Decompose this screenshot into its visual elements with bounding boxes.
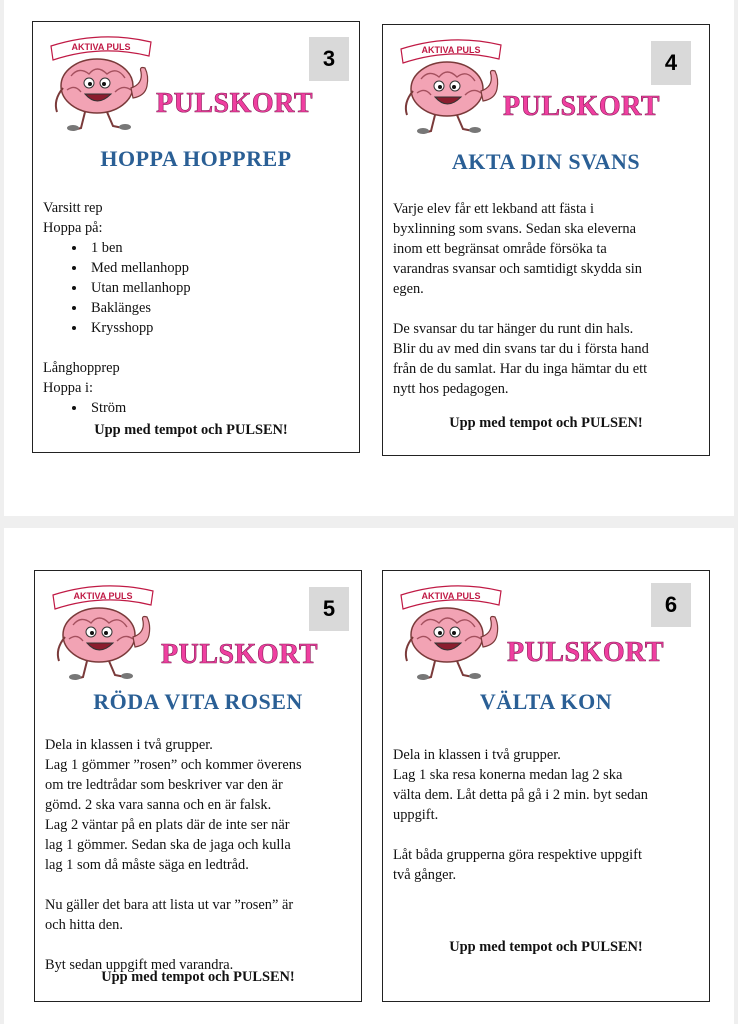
list-item: • Baklänges: [87, 298, 351, 318]
card-number: 3: [309, 37, 349, 81]
brain-mascot-logo: [395, 31, 507, 135]
list-item: • Krysshopp: [87, 318, 351, 338]
game-title: VÄLTA KON: [479, 689, 613, 714]
brain-mascot-logo: [395, 577, 507, 681]
pulskort-header: PULSKORT: [503, 91, 661, 122]
list-item: • 1 ben: [87, 238, 351, 258]
card-body: [45, 735, 353, 975]
bullet-list: [43, 238, 351, 338]
logo-text: AKTIVA PULS: [421, 45, 481, 55]
card-footer: Upp med tempot och PULSEN!: [449, 939, 643, 955]
text-line: Långhopprep: [43, 360, 120, 376]
card-body: [393, 199, 701, 399]
card-footer: Upp med tempot och PULSEN!: [94, 422, 288, 438]
game-title: AKTA DIN SVANS: [451, 149, 641, 174]
card-body: [43, 198, 351, 418]
pulskort-header: PULSKORT: [161, 639, 319, 670]
pulskort-header: PULSKORT: [507, 637, 665, 668]
card-hoppa-hopprep: [32, 21, 360, 453]
card-akta-din-svans: [382, 24, 710, 456]
paragraph: Låt båda grupperna göra respektive uppgift två gånger.: [393, 847, 642, 883]
card-number: 5: [309, 587, 349, 631]
list-item: • Med mellanhopp: [87, 258, 351, 278]
page-sheet-top: [4, 0, 734, 516]
text-line: Hoppa i:: [43, 380, 93, 396]
card-footer: Upp med tempot och PULSEN!: [101, 969, 295, 985]
game-title: HOPPA HOPPREP: [100, 146, 292, 171]
page-sheet-bottom: [4, 528, 734, 1024]
card-body: [393, 745, 701, 885]
game-title: RÖDA VITA ROSEN: [93, 689, 303, 714]
list-item: • Utan mellanhopp: [87, 278, 351, 298]
paragraph: Varje elev får ett lekband att fästa i byxlinning som svans. Sedan ska eleverna inom ett begränsat område försöka ta varandras svansar och samtidigt skydda sin egen.: [393, 201, 642, 297]
card-number: 6: [651, 583, 691, 627]
pulskort-header: PULSKORT: [156, 88, 314, 119]
card-footer: Upp med tempot och PULSEN!: [449, 415, 643, 431]
logo-text: AKTIVA PULS: [71, 42, 131, 52]
paragraph: Nu gäller det bara att lista ut var ”rosen” är och hitta den.: [45, 897, 294, 933]
paragraph: Byt sedan uppgift med varandra.: [45, 957, 234, 973]
paragraph: De svansar du tar hänger du runt din hals. Blir du av med din svans tar du i första hand från de du samlat. Har du inga hämtar du ett nytt hos pedagogen.: [393, 321, 649, 397]
paragraph: Dela in klassen i två grupper. Lag 1 gömmer ”rosen” och kommer överens om tre ledtrådar som beskriver var den är gömd. 2 ska vara sanna och en är falsk. Lag 2 väntar på en plats där de inte ser när lag 1 gömmer. Sedan ska de jaga och kulla lag 1 som då måste säga en ledtråd.: [45, 737, 302, 873]
card-valta-kon: [382, 570, 710, 1002]
card-roda-vita-rosen: [34, 570, 362, 1002]
brain-mascot-logo: [47, 577, 159, 681]
card-number: 4: [651, 41, 691, 85]
paragraph: Dela in klassen i två grupper. Lag 1 ska resa konerna medan lag 2 ska välta dem. Låt detta på gå i 2 min. byt sedan uppgift.: [393, 747, 648, 823]
bullet-list: [43, 398, 351, 418]
logo-text: AKTIVA PULS: [73, 591, 133, 601]
logo-text: AKTIVA PULS: [421, 591, 481, 601]
text-line: Hoppa på:: [43, 220, 103, 236]
text-line: Varsitt rep: [43, 200, 103, 216]
brain-mascot-logo: [45, 28, 157, 132]
list-item: • Ström: [87, 398, 351, 418]
